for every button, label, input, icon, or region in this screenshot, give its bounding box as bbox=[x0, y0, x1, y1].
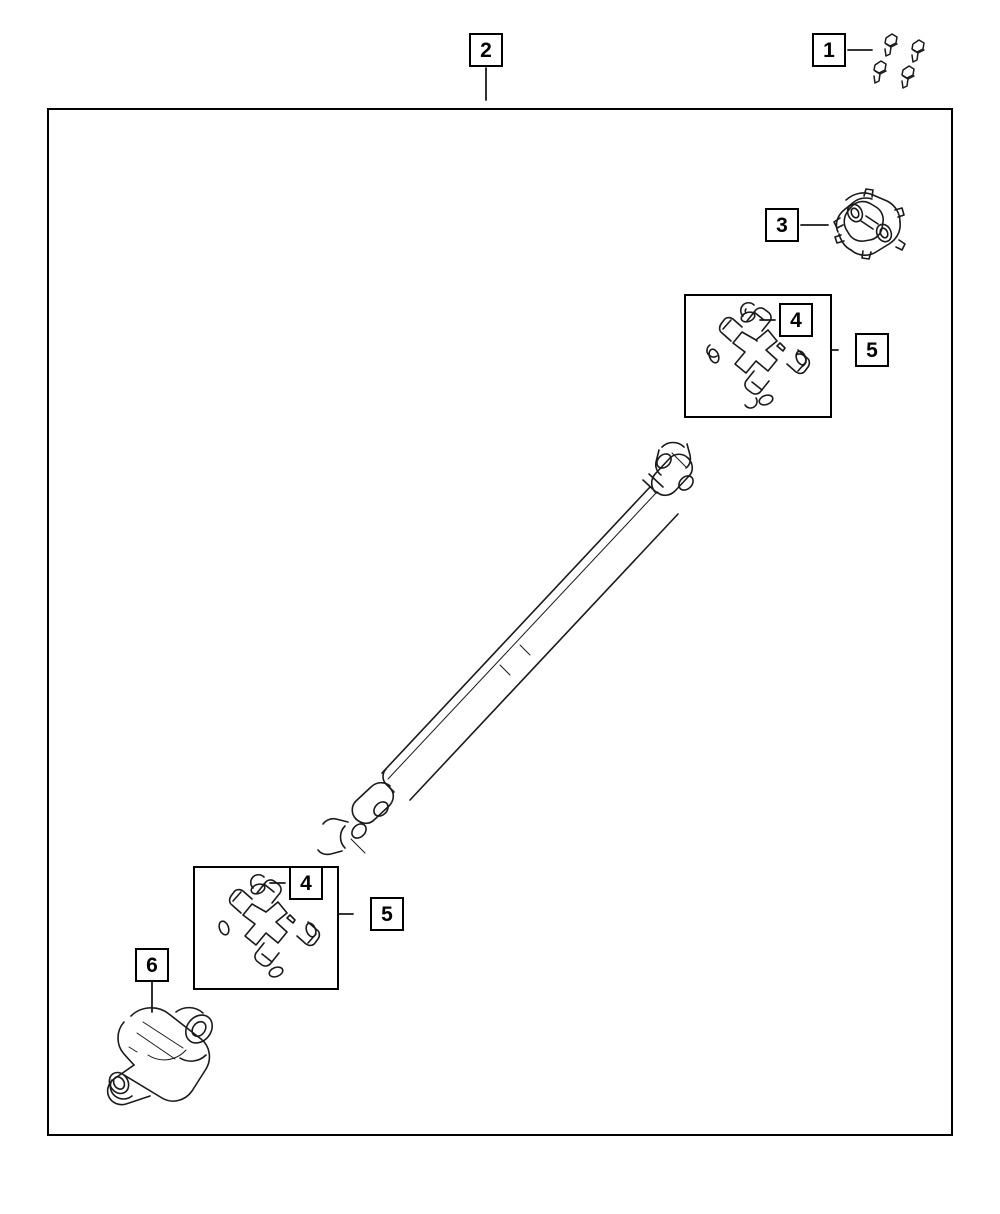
drive-shaft-assembly bbox=[318, 443, 696, 855]
callout-4-upper[interactable]: 4 bbox=[779, 303, 813, 337]
callout-2[interactable]: 2 bbox=[469, 33, 503, 67]
callout-5-lower[interactable]: 5 bbox=[370, 897, 404, 931]
callout-1[interactable]: 1 bbox=[812, 33, 846, 67]
callout-6[interactable]: 6 bbox=[135, 948, 169, 982]
bolt-hardware-kit bbox=[874, 34, 924, 88]
slip-yoke bbox=[106, 1008, 218, 1105]
leader-lines bbox=[152, 50, 872, 1012]
callout-3[interactable]: 3 bbox=[765, 208, 799, 242]
callout-5-upper[interactable]: 5 bbox=[855, 333, 889, 367]
callout-4-lower[interactable]: 4 bbox=[289, 866, 323, 900]
flange-yoke bbox=[834, 189, 905, 259]
